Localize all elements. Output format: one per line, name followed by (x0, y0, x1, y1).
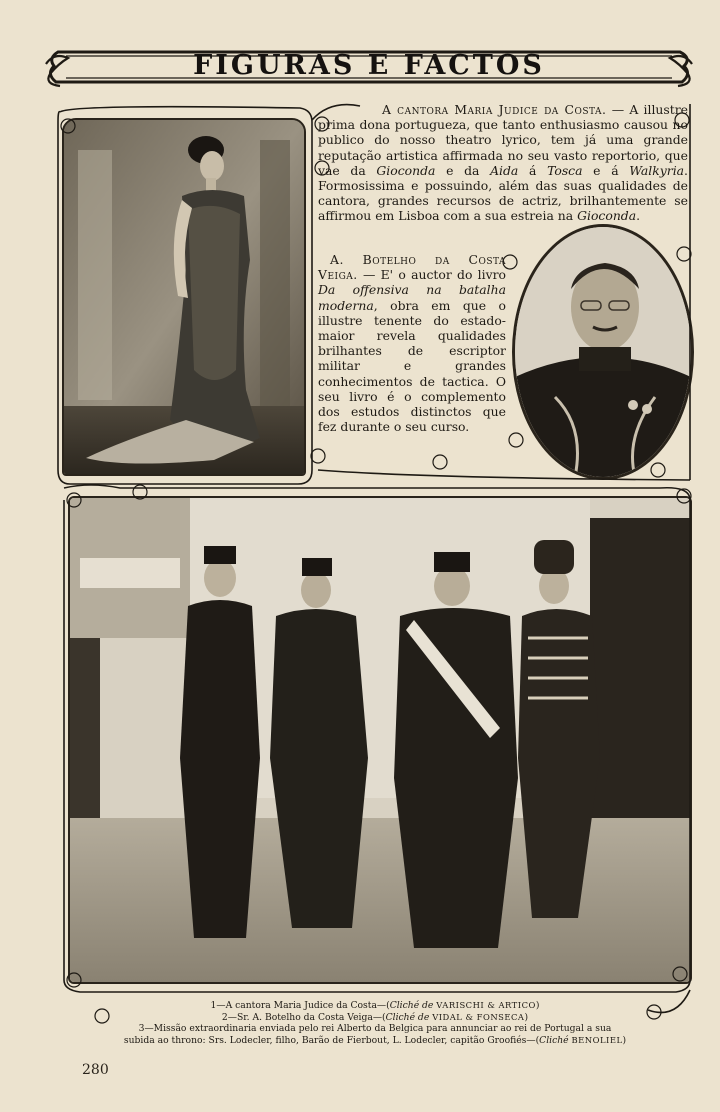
title-banner (44, 44, 694, 92)
caption-2: 2—Sr. A. Botelho da Costa Veiga—(Cliché de VIDAL & FONSECA) (221, 1011, 529, 1023)
photo-singer (62, 118, 306, 476)
page-title: FIGURAS E FACTOS (193, 50, 545, 81)
singer-heading: A cantora Maria Judice da Costa. (382, 102, 607, 117)
officer-heading: A. Botelho da Costa Veiga. (318, 252, 506, 283)
photo-officer (512, 224, 694, 480)
paragraph-officer: A. Botelho da Costa Veiga. — E' o auctor do livro Da offensiva na batalha moderna, obra em que o illustre tenente do estado-maior revela qualidades brilhantes de escriptor militar e grandes conhecimentos de tactica. O seu livro é o complemento dos estudos distinctos que fez durante o seu curso. (318, 252, 506, 435)
photo-belgian-mission (68, 496, 692, 984)
article-officer (318, 252, 506, 434)
paragraph-singer: A cantora Maria Judice da Costa. — A illustre prima dona portugueza, que tanto enthusiasmo causou no publico do nosso theatro lyrico, tem já uma grande reputação artistica affirmada no seu vasto reportorio, que vae da Gioconda e da Aida á Tosca e á Walkyria. Formosissima e possuindo, além das suas qualidades de cantora, grandes recursos de actriz, brilhantemente se affirmou em Lisboa com a sua estreia na Gioconda. (318, 102, 688, 224)
page-number: 280 (82, 1062, 109, 1078)
caption-1: 1—A cantora Maria Judice da Costa—(Cliché de VARISCHI & ARTICO) (210, 1000, 540, 1011)
photo-captions (80, 1000, 670, 1046)
article-singer (318, 102, 688, 224)
caption-3-line-1: 3—Missão extraordinaria enviada pelo rei Alberto da Belgica para annunciar ao rei de Portugal a sua (138, 1023, 612, 1035)
caption-3-line-2: subida ao throno: Srs. Lodecler, filho, Barão de Fierbout, L. Lodecler, capitão Groofiés—(Cliché BENOLIEL) (123, 1034, 627, 1046)
